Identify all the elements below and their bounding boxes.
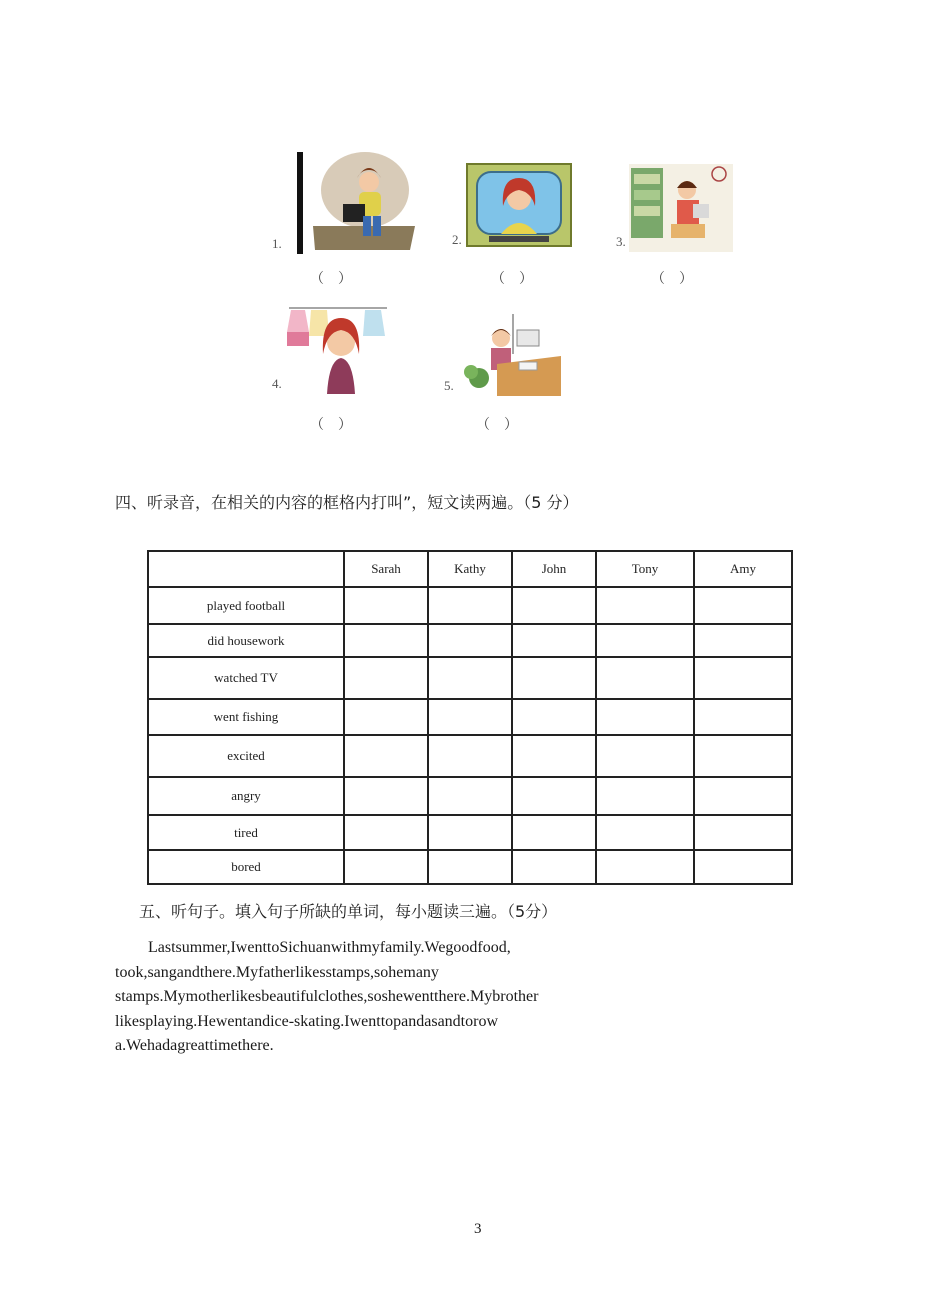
section-5-heading: 五、听句子。填入句子所缺的单词，每小题读三遍。（5分） — [139, 902, 558, 921]
column-header: Sarah — [344, 551, 428, 587]
girl-with-clothes-illustration — [285, 302, 391, 394]
passage-line: likesplaying.Hewentandice-skating.Iwenttopandasandtorow — [115, 1012, 498, 1030]
picture-3 — [616, 164, 733, 252]
table-row — [148, 587, 792, 624]
column-header: Kathy — [428, 551, 512, 587]
answer-paren-2: （ ） — [491, 272, 533, 287]
answer-paren-1: （ ） — [310, 272, 352, 287]
check-cell[interactable] — [596, 624, 694, 657]
girl-with-computer-illustration — [285, 152, 420, 254]
answer-paren-5: （ ） — [476, 418, 518, 433]
check-cell[interactable] — [512, 850, 596, 884]
check-cell[interactable] — [694, 624, 792, 657]
table-row — [148, 699, 792, 735]
check-cell[interactable] — [344, 699, 428, 735]
check-cell[interactable] — [512, 587, 596, 624]
check-cell[interactable] — [344, 587, 428, 624]
row-label: did housework — [148, 624, 344, 657]
check-cell[interactable] — [694, 815, 792, 850]
check-cell[interactable] — [596, 587, 694, 624]
column-header: John — [512, 551, 596, 587]
check-cell[interactable] — [596, 699, 694, 735]
picture-number: 5. — [444, 378, 454, 393]
answer-paren-3: （ ） — [651, 272, 693, 287]
check-cell[interactable] — [428, 657, 512, 699]
picture-number: 1. — [272, 236, 282, 251]
passage-line: Lastsummer,IwenttoSichuanwithmyfamily.Wegoodfood, — [148, 939, 511, 956]
passage-line: stamps.Mymotherlikesbeautifulclothes,soshewentthere.Mybrother — [115, 988, 539, 1005]
check-cell[interactable] — [428, 815, 512, 850]
picture-4 — [272, 302, 391, 394]
picture-5 — [444, 314, 565, 396]
check-cell[interactable] — [694, 850, 792, 884]
passage-line: a.Wehadagreattimethere. — [115, 1037, 274, 1054]
row-label: angry — [148, 777, 344, 815]
page-number: 3 — [474, 1221, 482, 1237]
picture-2 — [452, 162, 573, 250]
row-label: went fishing — [148, 699, 344, 735]
column-header: Tony — [596, 551, 694, 587]
check-cell[interactable] — [694, 699, 792, 735]
fill-in-passage — [115, 936, 615, 1059]
check-cell[interactable] — [512, 735, 596, 777]
checkbox-table — [147, 550, 793, 885]
table-row — [148, 624, 792, 657]
check-cell[interactable] — [596, 777, 694, 815]
table-header-row — [148, 551, 792, 587]
check-cell[interactable] — [512, 699, 596, 735]
check-cell[interactable] — [694, 587, 792, 624]
girl-reading-illustration — [629, 164, 733, 252]
picture-number: 2. — [452, 232, 462, 247]
row-label: excited — [148, 735, 344, 777]
header-blank-cell — [148, 551, 344, 587]
check-cell[interactable] — [694, 657, 792, 699]
check-cell[interactable] — [428, 777, 512, 815]
check-cell[interactable] — [344, 850, 428, 884]
answer-paren-4: （ ） — [310, 418, 352, 433]
woman-at-desk-illustration — [457, 314, 565, 396]
passage-line: took,sangandthere.Myfatherlikesstamps,sohemany — [115, 963, 439, 981]
check-cell[interactable] — [428, 735, 512, 777]
picture-1 — [272, 152, 420, 254]
row-label: played football — [148, 587, 344, 624]
check-cell[interactable] — [344, 735, 428, 777]
row-label: bored — [148, 850, 344, 884]
row-label: watched TV — [148, 657, 344, 699]
check-cell[interactable] — [512, 657, 596, 699]
check-cell[interactable] — [512, 777, 596, 815]
check-cell[interactable] — [512, 624, 596, 657]
check-cell[interactable] — [344, 624, 428, 657]
table-row — [148, 815, 792, 850]
check-cell[interactable] — [344, 777, 428, 815]
check-cell[interactable] — [694, 777, 792, 815]
check-cell[interactable] — [596, 815, 694, 850]
table-row — [148, 735, 792, 777]
check-cell[interactable] — [596, 850, 694, 884]
check-cell[interactable] — [512, 815, 596, 850]
check-cell[interactable] — [428, 624, 512, 657]
check-cell[interactable] — [694, 735, 792, 777]
row-label: tired — [148, 815, 344, 850]
check-cell[interactable] — [596, 735, 694, 777]
column-header: Amy — [694, 551, 792, 587]
table-row — [148, 850, 792, 884]
check-cell[interactable] — [428, 699, 512, 735]
check-cell[interactable] — [428, 850, 512, 884]
check-cell[interactable] — [344, 815, 428, 850]
check-cell[interactable] — [344, 657, 428, 699]
check-cell[interactable] — [428, 587, 512, 624]
check-cell[interactable] — [596, 657, 694, 699]
section-4-heading: 四、听录音，在相关的内容的框格内打叫”，短文读两遍。（5 分） — [115, 493, 579, 512]
girl-on-tv-illustration — [465, 162, 573, 250]
table-row — [148, 777, 792, 815]
picture-number: 3. — [616, 234, 626, 249]
picture-number: 4. — [272, 376, 282, 391]
table-row — [148, 657, 792, 699]
